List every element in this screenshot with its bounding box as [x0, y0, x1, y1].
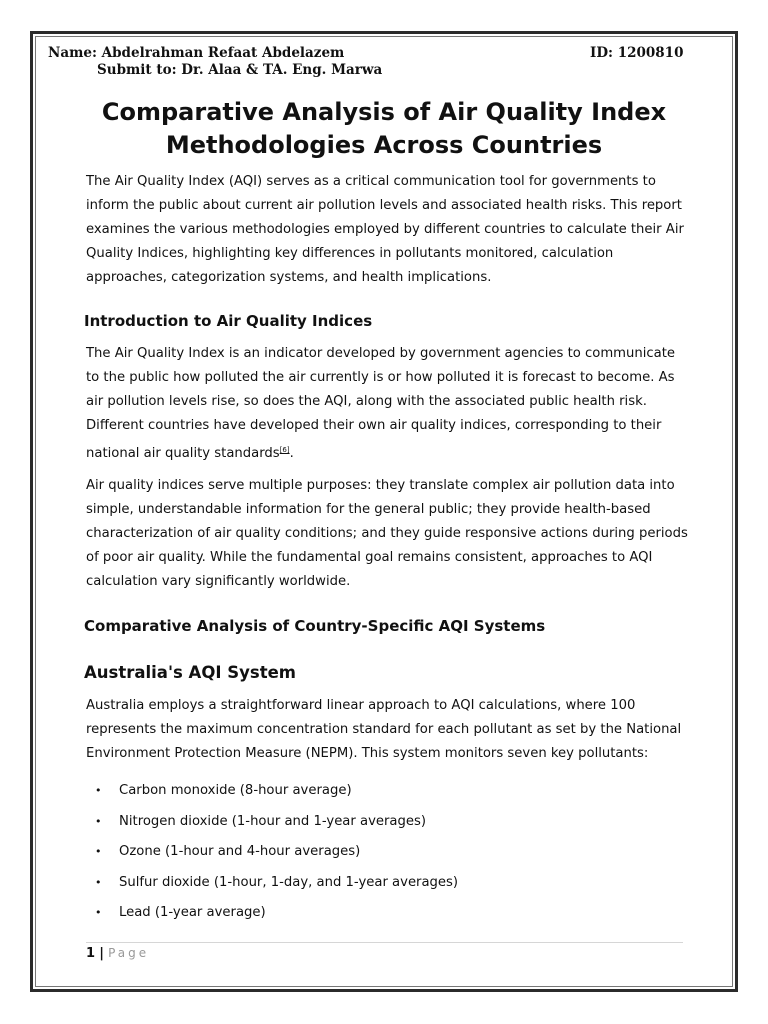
section-heading-introduction: Introduction to Air Quality Indices: [84, 312, 373, 330]
list-item-text: Ozone (1-hour and 4-hour averages): [119, 844, 361, 860]
introduction-paragraph-1-end: .: [289, 446, 294, 461]
list-item-text: Lead (1-year average): [119, 905, 266, 921]
page-label: Page: [108, 946, 150, 960]
bullet-icon: •: [95, 814, 102, 828]
bullet-icon: •: [95, 845, 102, 859]
introduction-paragraph-1-text: The Air Quality Index is an indicator developed by government agencies to communicate to the public how polluted the air currently is or how polluted it is forecast to become. As air pollution levels rise, so does the AQI, along with the associated public health risk. Different countries have developed their own air quality indices, corresponding to their national air quality standards: [86, 346, 676, 461]
title-line-2: Methodologies Across Countries: [165, 131, 603, 159]
section-heading-australia: Australia's AQI System: [84, 663, 296, 682]
section-heading-comparative: Comparative Analysis of Country-Specific AQI Systems: [84, 617, 546, 635]
introduction-paragraph-1: [86, 342, 690, 466]
list-item: [95, 840, 458, 871]
bullet-icon: •: [95, 906, 102, 920]
footer-divider: [86, 942, 683, 943]
intro-paragraph: The Air Quality Index (AQI) serves as a critical communication tool for governments to inform the public about current air pollution levels and associated health risks. This report examines the various methodologies employed by different countries to calculate their Air Quality Indices, highlighting key differences in pollutants monitored, calculation approaches, categorization systems, and health implications.: [86, 174, 684, 285]
list-item-text: Nitrogen dioxide (1-hour and 1-year averages): [119, 813, 427, 829]
page-footer: [86, 946, 149, 961]
citation-link[interactable]: [6]: [279, 446, 290, 454]
list-item: [95, 871, 458, 902]
document-title: [60, 96, 708, 162]
bullet-icon: •: [95, 875, 102, 889]
footer-separator: |: [99, 946, 104, 961]
list-item-text: Carbon monoxide (8-hour average): [119, 783, 352, 798]
list-item: [95, 810, 458, 841]
australia-paragraph: Australia employs a straightforward linear approach to AQI calculations, where 100 represents the maximum concentration standard for each pollutant as set by the National Environment Protection Measure (NEPM). This system monitors seven key pollutants:: [86, 698, 682, 761]
student-name: Name: Abdelrahman Refaat Abdelazem: [48, 45, 345, 61]
page-number: 1: [86, 946, 96, 961]
student-id: ID: 1200810: [590, 45, 684, 61]
title-line-1: Comparative Analysis of Air Quality Index: [101, 98, 667, 126]
list-item: [95, 779, 458, 810]
list-item: [95, 901, 458, 932]
list-item-text: Sulfur dioxide (1-hour, 1-day, and 1-year averages): [119, 874, 459, 890]
bullet-icon: •: [95, 784, 102, 797]
pollutant-list: [95, 779, 458, 932]
introduction-paragraph-2: Air quality indices serve multiple purposes: they translate complex air pollution data into simple, understandable information for the general public; they provide health-based characterization of air quality conditions; and they guide responsive actions during periods of poor air quality. While the fundamental goal remains consistent, approaches to AQI calculation vary significantly worldwide.: [86, 478, 688, 589]
submit-to: Submit to: Dr. Alaa & TA. Eng. Marwa: [97, 62, 383, 78]
